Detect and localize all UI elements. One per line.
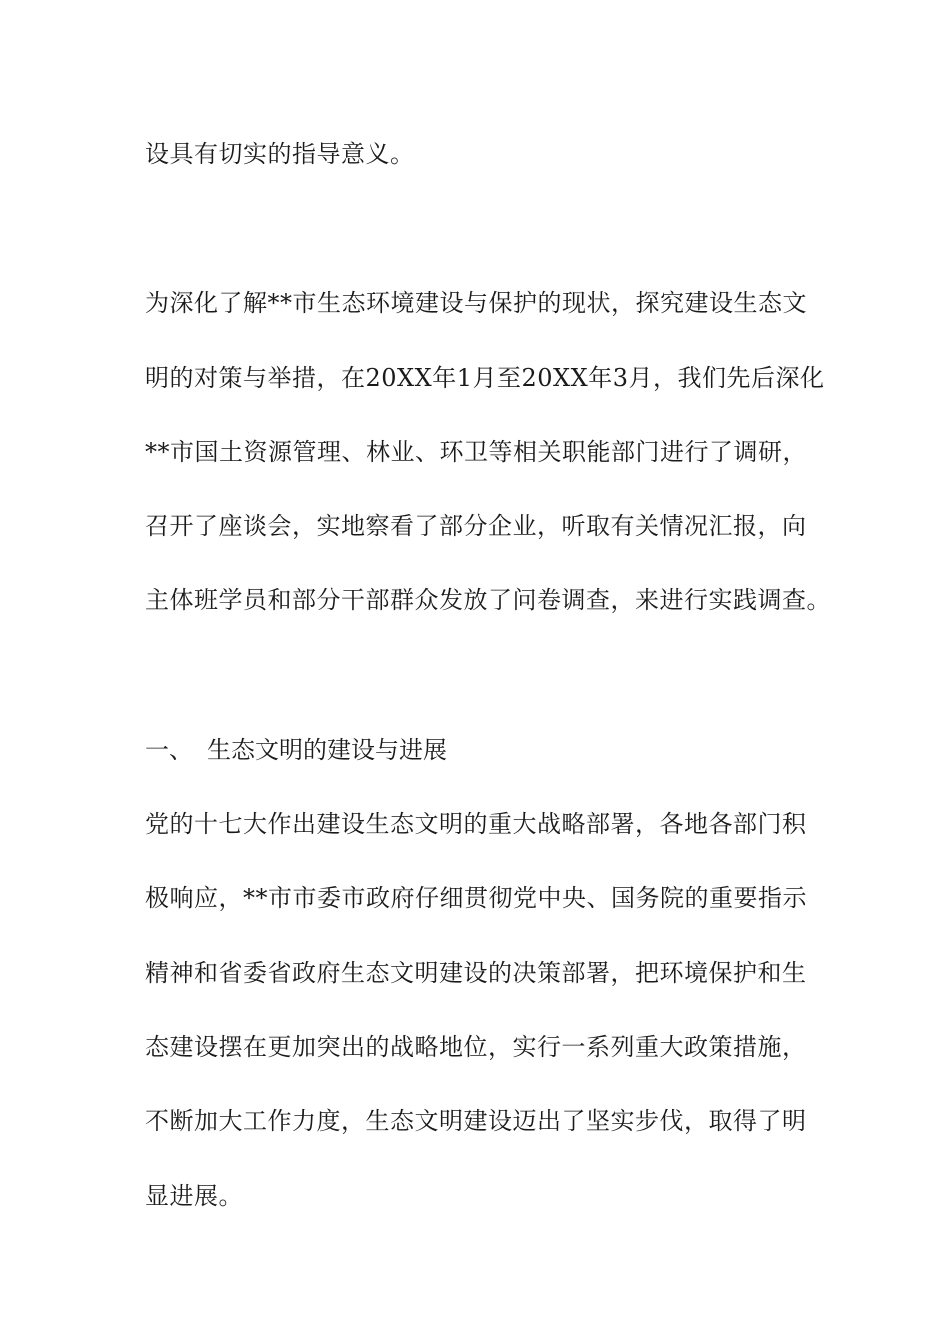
section-title: 生态文明的建设与进展 <box>207 736 447 764</box>
text-line: 显进展。 <box>145 1182 243 1210</box>
text-line: 不断加大工作力度，生态文明建设迈出了坚实步伐，取得了明 <box>145 1107 807 1135</box>
section-heading <box>145 735 447 765</box>
text-line: 明的对策与举措，在20XX年1月至20XX年3月，我们先后深化 <box>145 364 825 392</box>
text-line: 为深化了解**市生态环境建设与保护的现状，探究建设生态文 <box>145 289 807 317</box>
text-line: 精神和省委省政府生态文明建设的决策部署，把环境保护和生 <box>145 959 807 987</box>
text-line: 设具有切实的指导意义。 <box>145 140 415 168</box>
text-line: 主体班学员和部分干部群众发放了问卷调查，来进行实践调查。 <box>145 586 831 614</box>
section-number: 一、 <box>145 736 193 764</box>
text-line: 召开了座谈会，实地察看了部分企业，听取有关情况汇报，向 <box>145 512 807 540</box>
text-line: 党的十七大作出建设生态文明的重大战略部署，各地各部门积 <box>145 810 807 838</box>
text-line: **市国土资源管理、林业、环卫等相关职能部门进行了调研， <box>145 438 807 466</box>
text-line: 态建设摆在更加突出的战略地位，实行一系列重大政策措施， <box>145 1033 807 1061</box>
text-line: 极响应，**市市委市政府仔细贯彻党中央、国务院的重要指示 <box>145 884 807 912</box>
